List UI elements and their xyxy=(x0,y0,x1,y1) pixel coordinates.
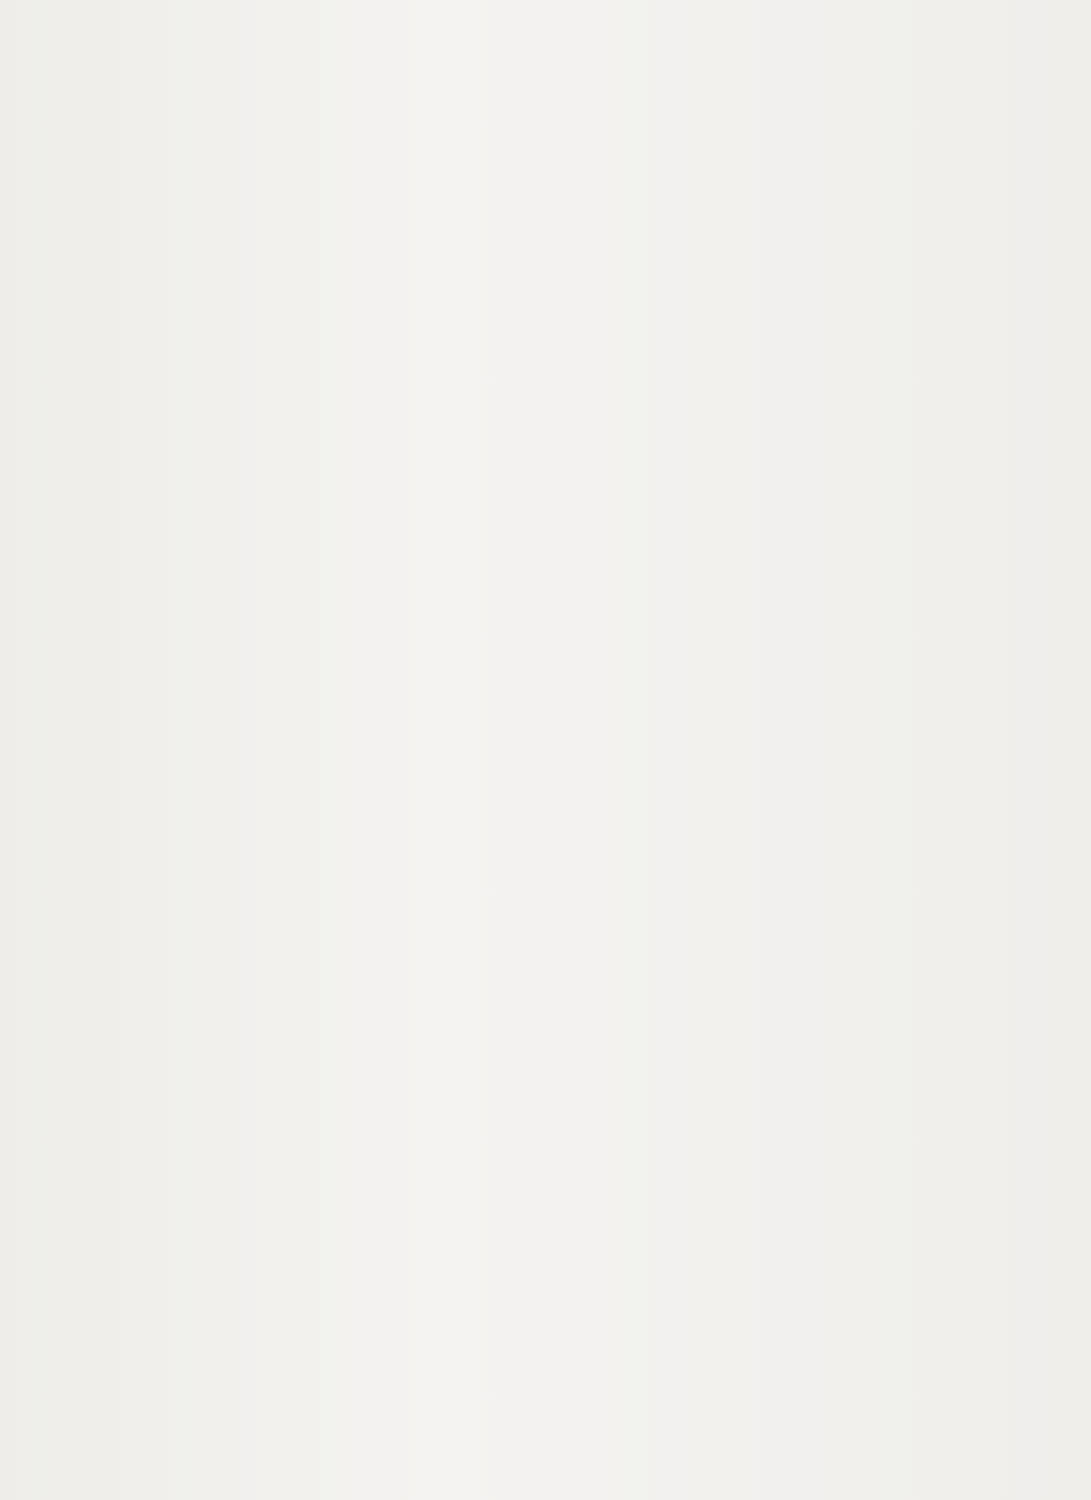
thinking-text xyxy=(62,115,941,150)
problem-text xyxy=(62,115,941,150)
page-content xyxy=(62,115,941,150)
body-text xyxy=(62,115,941,150)
